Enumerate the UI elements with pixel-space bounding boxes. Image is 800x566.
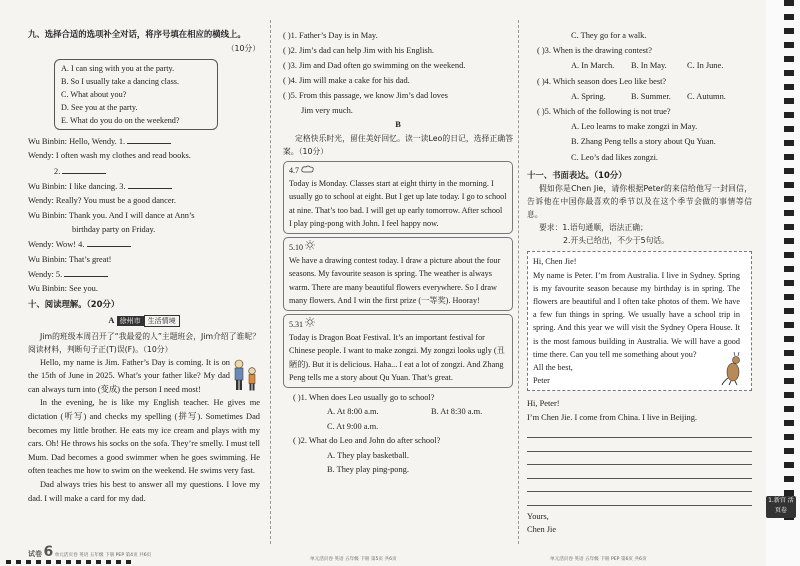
choice[interactable]: A. They play basketball. xyxy=(327,450,409,460)
diary-text: We have a drawing contest today. I draw a picture about the four seasons. My favourite season is spring. The weather is always warm. There are many beautiful flowers everywhere. So I draw many flowers. And I win the first prize (一等奖). Hooray! xyxy=(289,256,501,306)
tf-item: ( )5. From this passage, we know Jim’s dad loves xyxy=(283,91,448,100)
question: ( )3. When is the drawing contest? xyxy=(537,46,652,56)
dialogue-line: Wu Binbin: Hello, Wendy. 1. xyxy=(28,137,126,147)
answer-blank[interactable] xyxy=(128,179,172,189)
dialogue-line: Wu Binbin: I like dancing. 3. xyxy=(28,182,126,192)
choice[interactable]: C. At 9:00 a.m. xyxy=(327,421,379,431)
requirement: 2.开头已给出，不少于5句话。 xyxy=(563,236,669,246)
footer-right: 单元活页卷 英语 五年级 下册 PEP 第6页 共6页 xyxy=(550,557,647,562)
cloud-icon xyxy=(301,165,315,173)
choice[interactable]: C. Autumn. xyxy=(687,91,726,101)
tf-item-cont: Jim very much. xyxy=(301,106,353,115)
dialogue-line: Wendy: 5. xyxy=(28,269,63,279)
choice[interactable]: B. Zhang Peng tells a story about Qu Yuan. xyxy=(571,137,716,147)
choice[interactable]: B. At 8:30 a.m. xyxy=(431,407,483,417)
reply-yours: Yours, xyxy=(527,511,549,521)
choice[interactable]: A. Leo learns to make zongzi in May. xyxy=(571,122,698,132)
answer-blank[interactable] xyxy=(127,134,171,144)
region-tag: 徐州市 xyxy=(117,316,144,326)
column-middle xyxy=(283,28,513,478)
section9-score: （10分） xyxy=(226,43,260,53)
sun-icon xyxy=(305,240,315,250)
mc-questions-cont xyxy=(527,28,752,165)
choice[interactable]: A. In March. xyxy=(571,61,615,71)
diary-entry xyxy=(283,314,513,388)
requirement: 要求：1.语句通顺，语法正确； xyxy=(539,223,648,233)
diary-text: Today is Dragon Boat Festival. It’s an important festival for Chinese people. I want to make zongzi. My zongzi looks ugly (丑陋的). But it is delicious. Haha... I eat a lot of zongzi. And Zhang Peng tells me a story about Qu Yuan. That’s great. xyxy=(289,333,505,383)
part-b-label: B xyxy=(395,120,401,129)
dialogue-line: birthday party on Friday. xyxy=(72,224,156,234)
choice[interactable]: B. They play ping-pong. xyxy=(327,465,409,475)
fold-line xyxy=(518,20,519,544)
dialogue-line: Wendy: Really? You must be a good dancer. xyxy=(28,196,176,206)
writing-area[interactable] xyxy=(527,425,752,506)
column-left xyxy=(28,28,260,505)
peter-letter xyxy=(527,251,752,391)
letter-body: My name is Peter. I’m from Australia. I live in Sydney. Spring is my favourite season because my birthday is in spring. The flowers are beautiful and I often take photos of them. We have a few fun things in spring. We usually have a school trip in spring. And this year we will visit the Sydney Opera House. It is the most famous building in Australia. We will have a good time there. Can you tell me something about you? xyxy=(533,270,740,359)
question: ( )1. When does Leo usually go to school? xyxy=(293,392,435,402)
tf-list xyxy=(283,28,513,118)
part-a-intro: Jim的班级本周召开了“我最爱的人”主题班会，Jim介绍了谁呢？阅读材料，判断句子正(T)误(F)。（10分） xyxy=(28,331,260,354)
diary-date: 4.7 xyxy=(289,165,299,175)
tf-item: ( )4. Jim will make a cake for his dad. xyxy=(283,76,410,85)
father-son-illustration-icon xyxy=(230,358,260,392)
dialogue-line: Wendy: I often wash my clothes and read books. xyxy=(28,151,191,161)
passage-paragraph: Hello, my name is Jim. Father’s Day is coming. It is on the 15th of June in 2025. What’s your father like? My dad can always turn into (变成) the person I need most! xyxy=(28,357,230,394)
passage-paragraph: Dad always tries his best to answer all my questions. I love my dad. I will make a card for my dad. xyxy=(28,479,260,503)
choice[interactable]: A. At 8:00 a.m. xyxy=(327,407,379,417)
tf-item: ( )1. Father’s Day is in May. xyxy=(283,31,378,40)
fold-line xyxy=(270,20,271,544)
option-d: D. See you at the party. xyxy=(61,103,138,113)
option-a: A. I can sing with you at the party. xyxy=(61,64,175,74)
diary-entry xyxy=(283,237,513,311)
passage-paragraph: In the evening, he is like my English teacher. He gives me dictation (听写) and checks my spelling (拼写). Sometimes Dad becomes my little brother. He eats my ice cream and plays with my cars. Oh! He throws his socks on the sofa. They’re smelly. I must tell Mum. Dad becomes a good swimmer when he goes swimming. He often teaches me how to swim on the weekend. He swims very fast. xyxy=(28,398,260,476)
dialogue-line: Wendy: Wow! 4. xyxy=(28,240,85,250)
dialogue xyxy=(28,134,260,296)
tf-item: ( )2. Jim’s dad can help Jim with his English. xyxy=(283,46,434,55)
choice[interactable]: C. In June. xyxy=(687,61,724,71)
letter-closing: All the best, xyxy=(533,363,573,373)
column-right xyxy=(527,28,752,537)
kangaroo-icon xyxy=(721,352,747,386)
diary-text: Today is Monday. Classes start at eight thirty in the morning. I usually go to school at eight. But I get up late today. I go to school at nine. That’s too bad. I will get up early tomorrow. After school I play ping-pong with John. I feel happy now. xyxy=(289,179,507,229)
mc-questions xyxy=(283,391,513,478)
question: ( )2. What do Leo and John do after school? xyxy=(293,436,441,446)
tf-item: ( )3. Jim and Dad often go swimming on the weekend. xyxy=(283,61,466,70)
binding-strip xyxy=(766,0,800,566)
question: ( )4. Which season does Leo like best? xyxy=(537,76,667,86)
dialogue-line: Wu Binbin: That’s great! xyxy=(28,254,112,264)
letter-greeting: Hi, Chen Jie! xyxy=(533,257,577,267)
footer-ticks xyxy=(6,560,136,564)
page-number: 6 xyxy=(43,544,54,560)
section9-title: 九、选择合适的选项补全对话，将序号填在相应的横线上。 xyxy=(28,29,246,39)
dialogue-line: Wu Binbin: Thank you. And I will dance at Ann’s xyxy=(28,210,195,220)
publisher-badge: 1.新宫 活页卷 xyxy=(766,496,796,518)
question: ( )5. Which of the following is not true? xyxy=(537,107,671,117)
answer-blank[interactable] xyxy=(87,237,131,247)
diary-date: 5.31 xyxy=(289,319,303,329)
footer-label: 试卷 xyxy=(28,550,42,558)
footer-left xyxy=(28,544,151,560)
footer-middle: 单元活页卷 英语 五年级 下册 第5页 共6页 xyxy=(310,557,397,562)
choice[interactable]: B. In May. xyxy=(631,61,667,71)
choice[interactable]: B. Summer. xyxy=(631,91,671,101)
part-b-intro: 定格快乐时光，留住美好回忆。读一读Leo的日记，选择正确答案。（10分） xyxy=(283,133,513,156)
part-a-label: A xyxy=(108,316,115,326)
option-c: C. What about you? xyxy=(61,90,127,100)
answer-blank[interactable] xyxy=(64,267,108,277)
footer-text: 单元活页卷 英语 五年级 下册 PEP 第4页 共6页 xyxy=(54,553,152,558)
dialogue-line: Wu Binbin: See you. xyxy=(28,284,98,294)
dialogue-line: 2. xyxy=(54,166,61,176)
option-b: B. So I usually take a dancing class. xyxy=(61,77,180,87)
choice[interactable]: C. They go for a walk. xyxy=(571,31,647,40)
choice[interactable]: C. Leo’s dad likes zongzi. xyxy=(571,152,658,162)
diary-entry xyxy=(283,161,513,234)
sun-icon xyxy=(305,317,315,327)
diary-date: 5.10 xyxy=(289,242,303,252)
context-tag: 生活情境 xyxy=(144,315,180,327)
option-e: E. What do you do on the weekend? xyxy=(61,116,180,126)
section11-title: 十一、书面表达。（10分） xyxy=(527,169,627,180)
letter-sign: Peter xyxy=(533,376,550,386)
options-box xyxy=(54,59,218,130)
answer-blank[interactable] xyxy=(62,164,106,174)
passage xyxy=(28,356,260,506)
reply-greeting: Hi, Peter! xyxy=(527,399,560,409)
section10-title: 十、阅读理解。（20分） xyxy=(28,299,120,310)
section11-prompt: 假如你是Chen Jie，请你根据Peter的来信给他写一封回信，告诉他在中国你最喜欢的季节以及在这个季节会做的事情等信息。 xyxy=(527,184,752,220)
reply-start: I’m Chen Jie. I come from China. I live in Beijing. xyxy=(527,413,698,423)
choice[interactable]: A. Spring. xyxy=(571,91,606,101)
reply-name: Chen Jie xyxy=(527,525,557,535)
